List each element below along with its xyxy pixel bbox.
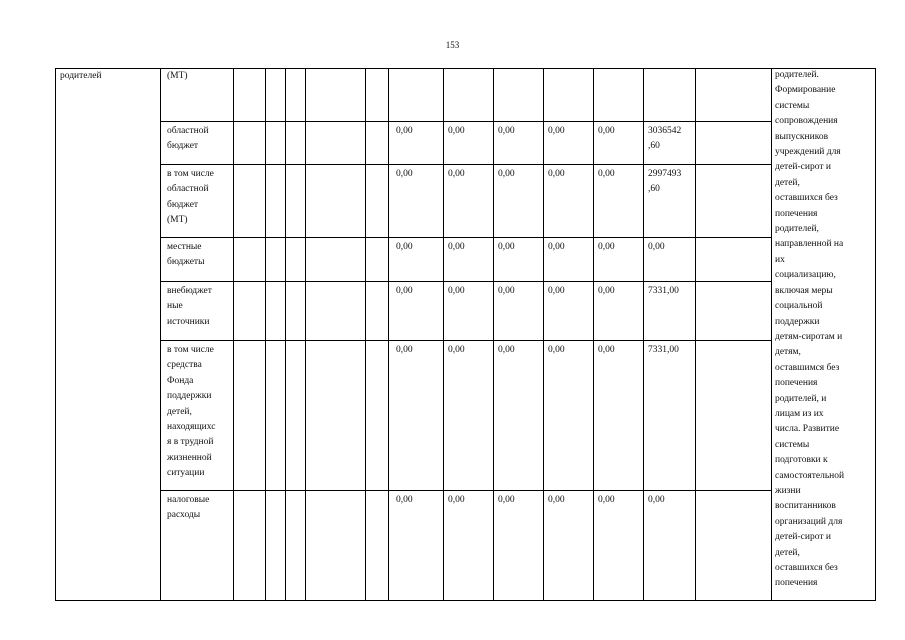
value-cell: 0,00 [448, 345, 465, 355]
row-divider [160, 340, 771, 341]
column-divider [771, 68, 772, 601]
value-cell: 0,00 [396, 286, 413, 296]
value-cell: 0,00 [498, 345, 515, 355]
value-cell: 0,00 [448, 495, 465, 505]
value-cell: 0,00 [548, 126, 565, 136]
value-cell: 0,00 [598, 126, 615, 136]
funding-source-cell: внебюджет ные источники [167, 286, 212, 327]
funding-source-cell: (МТ) [167, 71, 188, 81]
column-divider [388, 68, 389, 601]
value-cell: 0,00 [598, 495, 615, 505]
column-divider [443, 68, 444, 601]
column-divider [265, 68, 266, 601]
table-border-bottom [55, 600, 876, 601]
column-divider [493, 68, 494, 601]
row-divider [160, 490, 771, 491]
value-cell: 0,00 [598, 286, 615, 296]
value-cell: 0,00 [598, 242, 615, 252]
value-cell: 0,00 [548, 169, 565, 179]
value-cell: 0,00 [548, 345, 565, 355]
value-cell: 3036542 ,60 [648, 126, 682, 152]
value-cell: 0,00 [396, 495, 413, 505]
value-cell: 0,00 [498, 495, 515, 505]
column-divider [643, 68, 644, 601]
funding-source-cell: областной бюджет [167, 126, 209, 152]
funding-source-cell: в том числе средства Фонда поддержки детей, находящихс я в трудной жизненной ситуации [167, 345, 216, 479]
value-cell: 0,00 [598, 345, 615, 355]
value-cell: 0,00 [448, 242, 465, 252]
value-cell: 0,00 [548, 242, 565, 252]
column-divider [695, 68, 696, 601]
value-cell: 7331,00 [648, 286, 679, 296]
column-divider [160, 68, 161, 601]
value-cell: 0,00 [548, 286, 565, 296]
table-border-right [875, 68, 876, 601]
page-number: 153 [445, 40, 460, 50]
column-divider [233, 68, 234, 601]
funding-source-cell: налоговые расходы [167, 495, 210, 521]
column-divider [305, 68, 306, 601]
budget-table [55, 68, 875, 601]
value-cell: 2997493 ,60 [648, 169, 682, 195]
column-divider [285, 68, 286, 601]
value-cell: 0,00 [648, 495, 665, 505]
row-divider [160, 121, 771, 122]
category-cell: родителей [60, 71, 102, 81]
row-divider [160, 237, 771, 238]
funding-source-cell: в том числе областной бюджет (МТ) [167, 169, 214, 226]
column-divider [365, 68, 366, 601]
row-divider [160, 281, 771, 282]
row-divider [160, 164, 771, 165]
value-cell: 0,00 [648, 242, 665, 252]
value-cell: 0,00 [396, 169, 413, 179]
value-cell: 0,00 [598, 169, 615, 179]
measure-description: родителей. Формирование системы сопровождения выпускников учреждений для детей-сирот и детей, оставшихся без попечения родителей, направленной на их социализацию, включая меры социальной поддержки детям-сиротам и детям, оставшимся без попечения родителей, и лицам из их числа. Развитие системы подготовки к самостоятельной жизни воспитанников организаций для детей-сирот и детей, оставшихся без попечения [775, 70, 845, 589]
value-cell: 0,00 [396, 126, 413, 136]
column-divider [593, 68, 594, 601]
value-cell: 0,00 [448, 126, 465, 136]
value-cell: 0,00 [498, 286, 515, 296]
value-cell: 7331,00 [648, 345, 679, 355]
funding-source-cell: местные бюджеты [167, 242, 205, 268]
value-cell: 0,00 [396, 242, 413, 252]
value-cell: 0,00 [448, 286, 465, 296]
value-cell: 0,00 [498, 242, 515, 252]
table-border-left [55, 68, 56, 601]
column-divider [543, 68, 544, 601]
value-cell: 0,00 [396, 345, 413, 355]
value-cell: 0,00 [548, 495, 565, 505]
value-cell: 0,00 [448, 169, 465, 179]
value-cell: 0,00 [498, 126, 515, 136]
value-cell: 0,00 [498, 169, 515, 179]
